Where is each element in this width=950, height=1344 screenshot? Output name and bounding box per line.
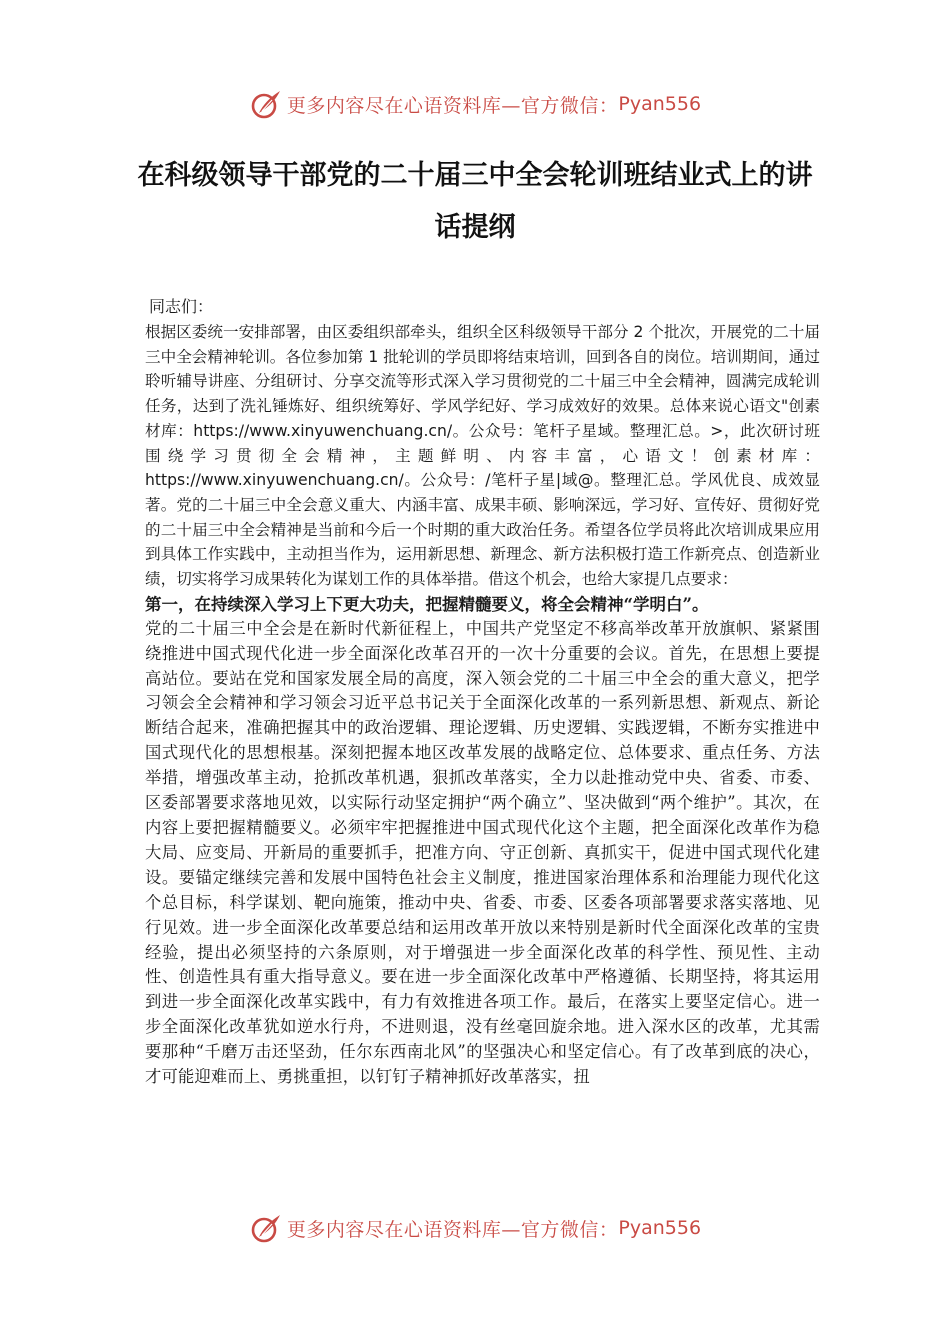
section-heading-1: 第一，在持续深入学习上下更大功夫，把握精髓要义，将全会精神“学明白”。	[145, 594, 709, 614]
banner-text: 更多内容尽在心语资料库—官方微信：	[286, 94, 619, 117]
header-banner	[0, 84, 950, 124]
banner-wechat-id: Pyan556	[618, 93, 702, 115]
document-body	[145, 294, 820, 1090]
footer-banner	[0, 1208, 950, 1248]
banner-wechat-id: Pyan556	[618, 1217, 702, 1239]
banner-text: 更多内容尽在心语资料库—官方微信：	[286, 1218, 619, 1241]
intro-paragraph: 根据区委统一安排部署，由区委组织部牵头，组织全区科级领导干部分 2 个批次，开展党的二十届三中全会精神轮训。各位参加第 1 批轮训的学员即将结束培训，回到各自的岗位。培训期间，通过聆听辅导讲座、分组研讨、分享交流等形式深入学习贯彻党的二十届三中全会精神，圆满完成轮训任务，达到了洗礼锤炼好、组织统筹好、学风学纪好、学习成效好的效果。总体来说心语文"创素材库：https://www.xinyuwenchuang.cn/。公众号：笔杆子星域。整理汇总。>，此次研讨班围绕学习贯彻全会精神，主题鲜明、内容丰富，心语文！创素材库：https://www.xinyuwenchuang.cn/。公众号：/笔杆子星|域@。整理汇总。学风优良、成效显著。党的二十届三中全会意义重大、内涵丰富、成果丰硕、影响深远，学习好、宣传好、贯彻好党的二十届三中全会精神是当前和今后一个时期的重大政治任务。希望各位学员将此次培训成果应用到具体工作实践中，主动担当作为，运用新思想、新理念、新方法积极打造工作新亮点、创造新业绩，切实将学习成果转化为谋划工作的具体举措。借这个机会，也给大家提几点要求：	[145, 323, 820, 589]
greeting: 同志们：	[149, 297, 214, 316]
section-paragraph-1: 党的二十届三中全会是在新时代新征程上，中国共产党坚定不移高举改革开放旗帜、紧紧围绕推进中国式现代化进一步全面深化改革召开的一次十分重要的会议。首先，在思想上要提高站位。要站在党和国家发展全局的高度，深入领会党的二十届三中全会的重大意义，把学习领会全会精神和学习领会习近平总书记关于全面深化改革的一系列新思想、新观点、新论断结合起来，准确把握其中的政治逻辑、理论逻辑、历史逻辑、实践逻辑，不断夯实推进中国式现代化的思想根基。深刻把握本地区改革发展的战略定位、总体要求、重点任务、方法举措，增强改革主动，抢抓改革机遇，狠抓改革落实，全力以赴推动党中央、省委、市委、区委部署要求落地见效，以实际行动坚定拥护“两个确立”、坚决做到“两个维护”。其次，在内容上要把握精髓要义。必须牢牢把握推进中国式现代化这个主题，把全面深化改革作为稳大局、应变局、开新局的重要抓手，把准方向、守正创新、真抓实干，促进中国式现代化建设。要锚定继续完善和发展中国特色社会主义制度，推进国家治理体系和治理能力现代化这个总目标，科学谋划、靶向施策，推动中央、省委、市委、区委各项部署要求落实落地、见行见效。进一步全面深化改革要总结和运用改革开放以来特别是新时代全面深化改革的宝贵经验，提出必须坚持的六条原则，对于增强进一步全面深化改革的科学性、预见性、主动性、创造性具有重大指导意义。要在进一步全面深化改革中严格遵循、长期坚持，将其运用到进一步全面深化改革实践中，有力有效推进各项工作。最后，在落实上要坚定信心。进一步全面深化改革犹如逆水行舟，不进则退，没有丝毫回旋余地。进入深水区的改革，尤其需要那种“千磨万击还坚劲，任尔东西南北风”的坚强决心和坚定信心。有了改革到底的决心，才可能迎难而上、勇挑重担，以钉钉子精神抓好改革落实，扭	[145, 618, 820, 1087]
quill-logo-icon	[249, 87, 283, 121]
document-title: 在科级领导干部党的二十届三中全会轮训班结业式上的讲话提纲	[137, 160, 813, 243]
quill-logo-icon	[249, 1211, 283, 1245]
